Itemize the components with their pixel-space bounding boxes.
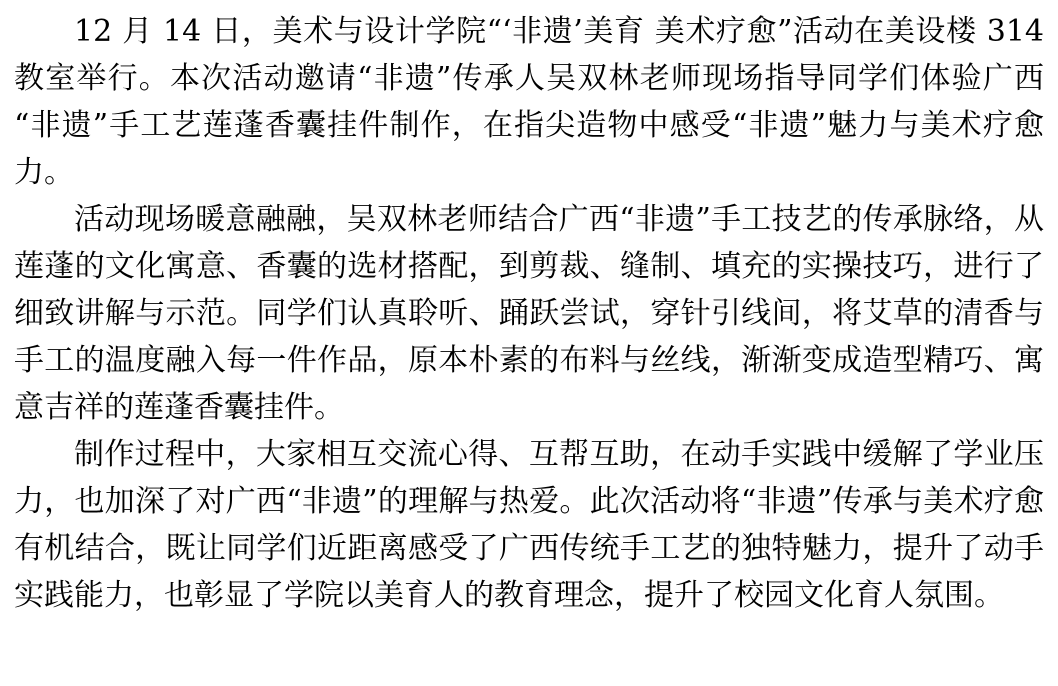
document-body: [14, 8, 1044, 619]
paragraph-1: 12 月 14 日，美术与设计学院“‘非遗’美育 美术疗愈”活动在美设楼 314 教室举行。本次活动邀请“非遗”传承人吴双林老师现场指导同学们体验广西“非遗”手工艺莲蓬香囊挂件制作，在指尖造物中感受“非遗”魅力与美术疗愈力。: [14, 14, 1044, 190]
paragraph-2: 活动现场暖意融融，吴双林老师结合广西“非遗”手工技艺的传承脉络，从莲蓬的文化寓意、香囊的选材搭配，到剪裁、缝制、填充的实操技巧，进行了细致讲解与示范。同学们认真聆听、踊跃尝试，穿针引线间，将艾草的清香与手工的温度融入每一件作品，原本朴素的布料与丝线，渐渐变成造型精巧、寓意吉祥的莲蓬香囊挂件。: [14, 202, 1044, 425]
paragraph-3: 制作过程中，大家相互交流心得、互帮互助，在动手实践中缓解了学业压力，也加深了对广西“非遗”的理解与热爱。此次活动将“非遗”传承与美术疗愈有机结合，既让同学们近距离感受了广西传统手工艺的独特魅力，提升了动手实践能力，也彰显了学院以美育人的教育理念，提升了校园文化育人氛围。: [14, 437, 1044, 613]
